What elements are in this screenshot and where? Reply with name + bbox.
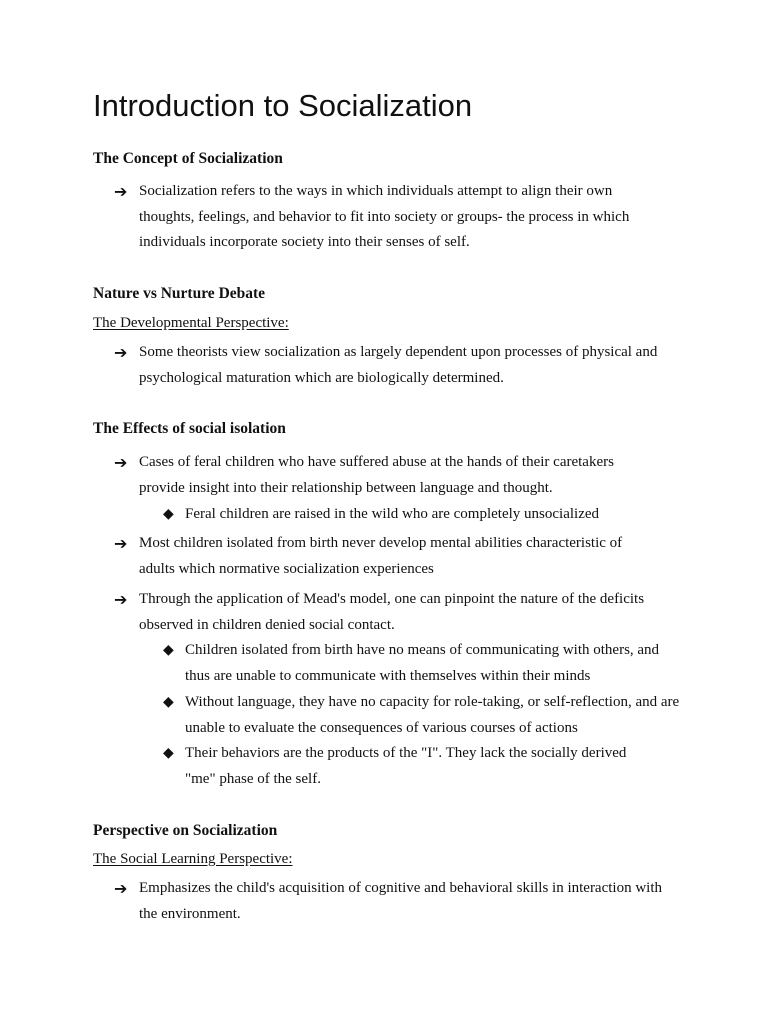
diamond-bullet-icon: ◆	[163, 745, 174, 761]
list-item	[114, 179, 639, 256]
diamond-bullet-icon: ◆	[163, 642, 174, 658]
subheading-developmental-perspective: The Developmental Perspective:	[93, 315, 289, 331]
list-item-text: Through the application of Mead's model, one can pinpoint the nature of the deficits observed in children denied social contact.	[139, 591, 645, 633]
sub-list-item-text: Without language, they have no capacity for role-taking, or self-reflection, and are unable to evaluate the consequences of various courses of actions	[185, 694, 680, 736]
arrow-bullet-icon: ➔	[114, 879, 128, 898]
section-heading-concept-of-socialization: The Concept of Socialization	[93, 150, 283, 167]
diamond-bullet-icon: ◆	[163, 694, 174, 710]
section-heading-nature-vs-nurture: Nature vs Nurture Debate	[93, 285, 266, 302]
list-item-text: Cases of feral children who have suffered abuse at the hands of their caretakers provide insight into their relationship between language and thought.	[139, 454, 614, 496]
arrow-bullet-icon: ➔	[114, 453, 128, 472]
arrow-bullet-icon: ➔	[114, 343, 128, 362]
document-title: Introduction to Socialization	[93, 88, 473, 123]
sub-list-item-text: Children isolated from birth have no means of communicating with others, and thus are unable to communicate with themselves within their minds	[185, 642, 660, 684]
sub-list-item	[163, 638, 685, 689]
section-heading-perspective-on-socialization: Perspective on Socialization	[93, 822, 278, 839]
list-item	[114, 340, 684, 391]
list-item	[114, 587, 669, 638]
arrow-bullet-icon: ➔	[114, 590, 128, 609]
list-item-text: Emphasizes the child's acquisition of cognitive and behavioral skills in interaction with the environment.	[139, 880, 663, 922]
sub-list-item-text: Feral children are raised in the wild who are completely unsocialized	[185, 506, 600, 522]
arrow-bullet-icon: ➔	[114, 534, 128, 553]
diamond-bullet-icon: ◆	[163, 506, 174, 522]
sub-list-item	[163, 502, 695, 528]
sub-list-item	[163, 741, 655, 792]
subheading-social-learning-perspective: The Social Learning Perspective:	[93, 851, 293, 867]
sub-list-item-text: Their behaviors are the products of the "I". They lack the socially derived "me" phase of the self.	[185, 745, 627, 787]
sub-list-item	[163, 690, 685, 741]
list-item-text: Some theorists view socialization as largely dependent upon processes of physical and psychological maturation which are biologically determined.	[139, 344, 658, 386]
list-item-text: Socialization refers to the ways in which individuals attempt to align their own thoughts, feelings, and behavior to fit into society or groups- the process in which individuals incorporate society into their senses of self.	[139, 183, 630, 250]
arrow-bullet-icon: ➔	[114, 182, 128, 201]
list-item	[114, 450, 639, 501]
list-item-text: Most children isolated from birth never develop mental abilities characteristic of adults which normative socialization experiences	[139, 535, 623, 577]
section-heading-effects-of-social-isolation: The Effects of social isolation	[93, 420, 286, 437]
list-item	[114, 876, 669, 927]
list-item	[114, 531, 659, 582]
